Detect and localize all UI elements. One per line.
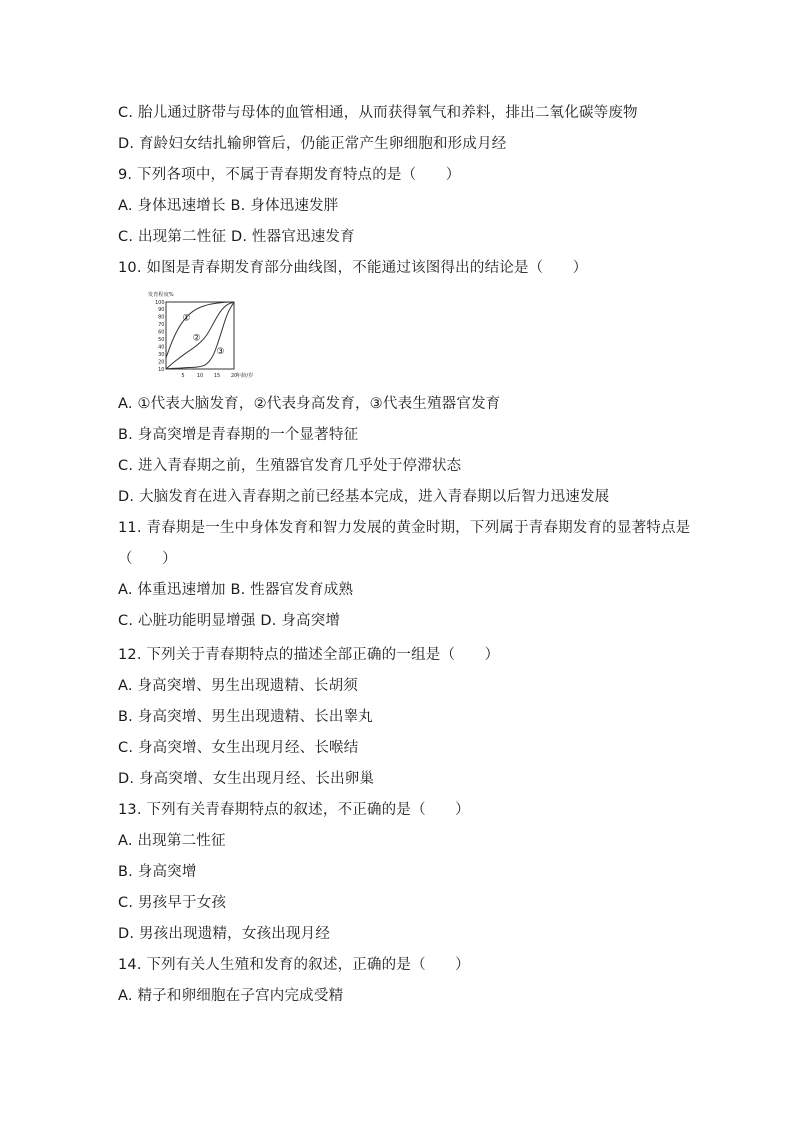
option-line: C. 进入青春期之前，生殖器官发育几乎处于停滞状态 xyxy=(118,458,462,474)
option-line: B. 身高突增、男生出现遗精、长出睾丸 xyxy=(118,709,373,725)
y-tick-label: 90 xyxy=(158,307,165,314)
option-line: B. 身高突增是青春期的一个显著特征 xyxy=(118,427,359,443)
option-line: C. 心脏功能明显增强 D. 身高突增 xyxy=(118,613,341,629)
y-tick-label: 20 xyxy=(158,359,165,366)
option-line: A. 出现第二性征 xyxy=(118,833,226,849)
option-line: C. 男孩早于女孩 xyxy=(118,895,227,911)
x-tick-label: 10 xyxy=(196,373,204,379)
question-stem: 12. 下列关于青春期特点的描述全部正确的一组是（ ） xyxy=(118,647,500,663)
question-stem: 10. 如图是青春期发育部分曲线图，不能通过该图得出的结论是（ ） xyxy=(118,260,588,276)
y-tick-label: 30 xyxy=(158,351,165,358)
question-stem: 14. 下列有关人生殖和发育的叙述，正确的是（ ） xyxy=(118,957,470,973)
curve-label-3: ③ xyxy=(216,347,225,358)
option-line: A. 体重迅速增加 B. 性器官发育成熟 xyxy=(118,582,354,598)
answer-blank: （ ） xyxy=(118,551,177,567)
x-tick-label: 5 xyxy=(181,373,185,379)
option-line: D. 男孩出现遗精，女孩出现月经 xyxy=(118,926,331,942)
x-axis-label: 年龄/岁 xyxy=(236,373,254,379)
option-line: D. 身高突增、女生出现月经、长出卵巢 xyxy=(118,771,375,787)
option-line: C. 身高突增、女生出现月经、长喉结 xyxy=(118,740,359,756)
option-line: A. 身体迅速增长 B. 身体迅速发胖 xyxy=(118,198,339,214)
y-tick-label: 40 xyxy=(158,344,165,351)
growth-curve-figure xyxy=(148,289,270,379)
curve-label-2: ② xyxy=(192,333,201,344)
option-line: C. 胎儿通过脐带与母体的血管相通，从而获得氧气和养料，排出二氧化碳等废物 xyxy=(118,105,638,121)
option-line: A. ①代表大脑发育，②代表身高发育，③代表生殖器官发育 xyxy=(118,396,501,412)
option-line: D. 大脑发育在进入青春期之前已经基本完成，进入青春期以后智力迅速发展 xyxy=(118,489,610,505)
x-tick-label: 20 xyxy=(230,373,238,379)
y-tick-label: 50 xyxy=(158,337,165,344)
question-stem: 11. 青春期是一生中身体发育和智力发展的黄金时期，下列属于青春期发育的显著特点是 xyxy=(118,520,691,536)
option-line: A. 精子和卵细胞在子宫内完成受精 xyxy=(118,988,344,1004)
curve-label-1: ① xyxy=(182,313,191,324)
option-line: B. 身高突增 xyxy=(118,864,197,880)
y-axis-label: 发育程度% xyxy=(148,292,174,298)
growth-curve-chart xyxy=(148,289,270,379)
y-tick-label: 80 xyxy=(158,314,165,321)
question-stem: 13. 下列有关青春期特点的叙述，不正确的是（ ） xyxy=(118,802,470,818)
x-tick-label: 15 xyxy=(213,373,221,379)
question-stem: 9. 下列各项中，不属于青春期发育特点的是（ ） xyxy=(118,167,461,183)
y-tick-label: 70 xyxy=(158,322,165,329)
option-line: D. 育龄妇女结扎输卵管后，仍能正常产生卵细胞和形成月经 xyxy=(118,136,507,152)
option-line: A. 身高突增、男生出现遗精、长胡须 xyxy=(118,678,358,694)
option-line: C. 出现第二性征 D. 性器官迅速发育 xyxy=(118,229,355,245)
y-tick-label: 60 xyxy=(158,329,165,336)
y-tick-label: 100 xyxy=(154,299,165,306)
y-tick-label: 10 xyxy=(158,366,165,373)
